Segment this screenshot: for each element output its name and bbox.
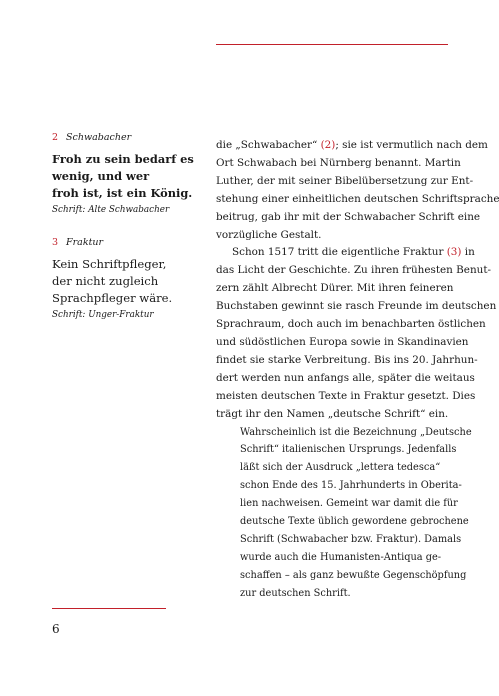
sample-number: 2 <box>52 132 59 143</box>
text-line: und südöstlichen Europa sowie in Skandinavien <box>216 335 469 348</box>
sample-line: wenig, und wer <box>52 169 150 183</box>
text-line <box>216 137 488 155</box>
text-fragment: in <box>461 246 475 259</box>
text-line: Wahrscheinlich ist die Bezeichnung „Deutsche <box>240 426 472 438</box>
sample-text <box>52 256 202 307</box>
text-line: deutsche Texte üblich gewordene gebrochene <box>240 516 469 528</box>
text-line <box>216 244 475 262</box>
sample-schwabacher <box>52 132 202 215</box>
text-fragment: die „Schwabacher“ <box>216 139 321 151</box>
sample-line: Kein Schriftpfleger, <box>52 257 167 271</box>
text-line: läßt sich der Ausdruck „lettera tedesca“ <box>240 462 441 474</box>
sample-text <box>52 151 202 202</box>
top-rule <box>216 44 448 45</box>
text-line: lien nachweisen. Gemeint war damit die für <box>240 498 458 510</box>
text-line: Sprachraum, doch auch im benachbarten östlichen <box>216 318 486 331</box>
sample-number: 3 <box>52 237 59 248</box>
sample-caption: Schrift: Unger-Fraktur <box>52 310 154 320</box>
paragraph-fraktur <box>216 244 497 423</box>
text-line: meisten deutschen Texte in Fraktur gesetzt. Dies <box>216 389 476 402</box>
text-line: dert werden nun anfangs alle, später die weitaus <box>216 371 475 384</box>
figure-reference: (2) <box>320 139 336 151</box>
text-line: schaffen – als ganz bewußte Gegenschöpfung <box>240 569 467 581</box>
text-line: schon Ende des 15. Jahrhunderts in Oberita- <box>240 480 462 492</box>
sample-line: Froh zu sein bedarf es <box>52 152 194 166</box>
text-fragment: ; sie ist vermutlich nach dem <box>335 139 488 151</box>
text-line: wurde auch die Humanisten-Antiqua ge- <box>240 551 442 563</box>
text-line: Ort Schwabach bei Nürnberg benannt. Martin <box>216 156 461 169</box>
sample-line: froh ist, ist ein König. <box>52 186 193 200</box>
text-line: das Licht der Geschichte. Zu ihren frühesten Benut- <box>216 264 492 277</box>
sample-line: der nicht zugleich <box>52 274 159 288</box>
sidebar-samples <box>52 132 202 342</box>
text-line: findet sie starke Verbreitung. Bis ins 20. Jahrhun- <box>216 353 478 366</box>
paragraph-schwabacher <box>216 137 499 244</box>
sample-heading <box>52 132 202 143</box>
indented-note <box>240 424 472 603</box>
figure-reference: (3) <box>446 246 462 259</box>
body-text <box>216 137 499 603</box>
footer-rule <box>52 608 166 609</box>
text-fragment: Schon 1517 tritt die eigentliche Fraktur <box>232 246 447 259</box>
text-line: Schrift“ italienischen Ursprungs. Jedenfalls <box>240 444 457 456</box>
text-line: vorzügliche Gestalt. <box>216 228 322 241</box>
text-line: zern zählt Albrecht Dürer. Mit ihren feineren <box>216 282 454 295</box>
sample-label: Fraktur <box>66 237 104 248</box>
text-line: beitrug, gab ihr mit der Schwabacher Schrift eine <box>216 210 481 223</box>
sample-caption: Schrift: Alte Schwabacher <box>52 205 170 215</box>
text-line: Schrift (Schwabacher bzw. Fraktur). Damals <box>240 533 462 545</box>
text-line: trägt ihr den Namen „deutsche Schrift“ ein. <box>216 407 449 420</box>
text-line: Buchstaben gewinnt sie rasch Freunde im deutschen <box>216 300 497 313</box>
sample-line: Sprachpfleger wäre. <box>52 291 173 305</box>
sample-heading <box>52 237 202 248</box>
sample-label: Schwabacher <box>66 132 132 143</box>
text-line: Luther, der mit seiner Bibelübersetzung zur Ent- <box>216 174 474 187</box>
sample-fraktur <box>52 237 202 320</box>
text-line: zur deutschen Schrift. <box>240 587 351 599</box>
text-line: stehung einer einheitlichen deutschen Schriftsprache <box>216 192 499 205</box>
page-number: 6 <box>52 622 60 636</box>
